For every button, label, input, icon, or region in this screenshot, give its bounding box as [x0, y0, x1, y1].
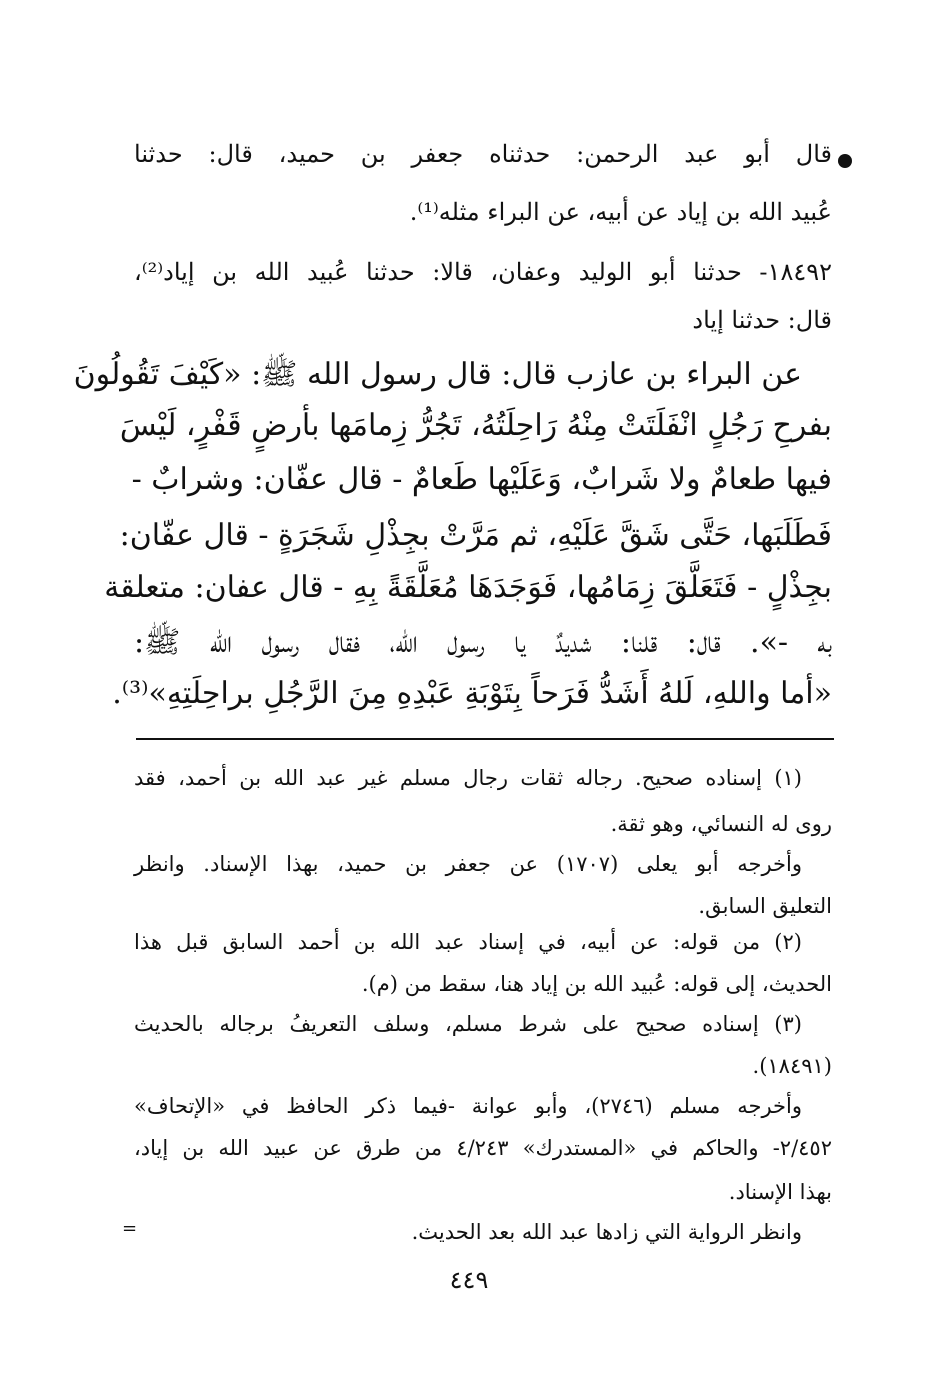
hadith-header-line-1: ١٨٤٩٢- حدثنا أبو الوليد وعفان، قالا: حدثنا عُبيد الله بن إياد⁽²⁾،: [134, 258, 832, 286]
page-number: ٤٤٩: [449, 1266, 489, 1294]
footnote-line: وانظر الرواية التي زادها عبد الله بعد الحديث.: [411, 1220, 802, 1244]
intro-line-1: قال أبو عبد الرحمن: حدثناه جعفر بن حميد، قال: حدثنا: [134, 140, 832, 168]
footnote-line: (١٨٤٩١).: [752, 1054, 832, 1078]
footnote-line: روى له النسائي، وهو ثقة.: [610, 812, 832, 836]
hadith-header-line-2: قال: حدثنا إياد: [692, 306, 832, 334]
footnote-line: (١) إسناده صحيح. رجاله ثقات رجال مسلم غير عبد الله بن أحمد، فقد: [134, 766, 802, 790]
hadith-text-line: عن البراء بن عازب قال: قال رسول الله ﷺ: «كَيْفَ تَقُولُونَ: [73, 357, 802, 392]
hadith-text-line: فَطَلَبَها، حَتَّى شَقَّ عَلَيْهِ، ثم مَرَّتْ بجِذْلِ شَجَرَةٍ - قال عفّان:: [119, 518, 832, 553]
bullet-icon: [838, 154, 852, 168]
hadith-text-line: «أما واللهِ، لَلهُ أَشَدُّ فَرَحاً بِتَوْبَةِ عَبْدِهِ مِنَ الرَّجُلِ براحِلَتِهِ»⁽³⁾.: [112, 676, 832, 711]
footnote-line: (٣) إسناده صحيح على شرط مسلم، وسلف التعريفُ برجاله بالحديث: [134, 1012, 802, 1036]
footnote-line: (٢) من قوله: عن أبيه، في إسناد عبد الله بن أحمد السابق قبل هذا: [134, 930, 802, 954]
footnote-line: بهذا الإسناد.: [728, 1180, 832, 1204]
footnote-line: وأخرجه مسلم (٢٧٤٦)، وأبو عوانة -فيما ذكر الحافظ في «الإتحاف»: [134, 1094, 802, 1118]
footnote-line: التعليق السابق.: [698, 894, 832, 918]
footnote-line: وأخرجه أبو يعلى (١٧٠٧) عن جعفر بن حميد، بهذا الإسناد. وانظر: [134, 852, 802, 876]
footnote-line: الحديث، إلى قوله: عُبيد الله بن إياد هنا، سقط من (م).: [361, 972, 832, 996]
footnote-separator: [136, 738, 834, 740]
hadith-text-line: بجِذْلٍ - فَتَعَلَّقَ زِمَامُها، فَوَجَدَهَا مُعَلَّقَةً بِهِ - قال عفان: متعلقة: [104, 570, 832, 605]
intro-line-2: عُبيد الله بن إياد عن أبيه، عن البراء مثله⁽¹⁾.: [409, 198, 832, 226]
continuation-mark: =: [122, 1218, 138, 1239]
hadith-text-line: بفرحِ رَجُلٍ انْفَلَتَتْ مِنْهُ رَاحِلَتُهُ، تَجُرُّ زِمامَها بأرضٍ قَفْرٍ، لَيْسَ: [119, 408, 832, 443]
hadith-text-line: فيها طعامٌ ولا شَرابٌ، وَعَلَيْها طَعامٌ - قال عفّان: وشرابٌ -: [131, 462, 832, 497]
hadith-text-line: به -». قال: قلنا: شديدٌ يا رسول الله، فقال رسول الله ﷺ:: [134, 625, 832, 660]
footnote-line: ٢/٤٥٢- والحاكم في «المستدرك» ٤/٢٤٣ من طرق عن عبيد الله بن إياد،: [134, 1136, 832, 1160]
